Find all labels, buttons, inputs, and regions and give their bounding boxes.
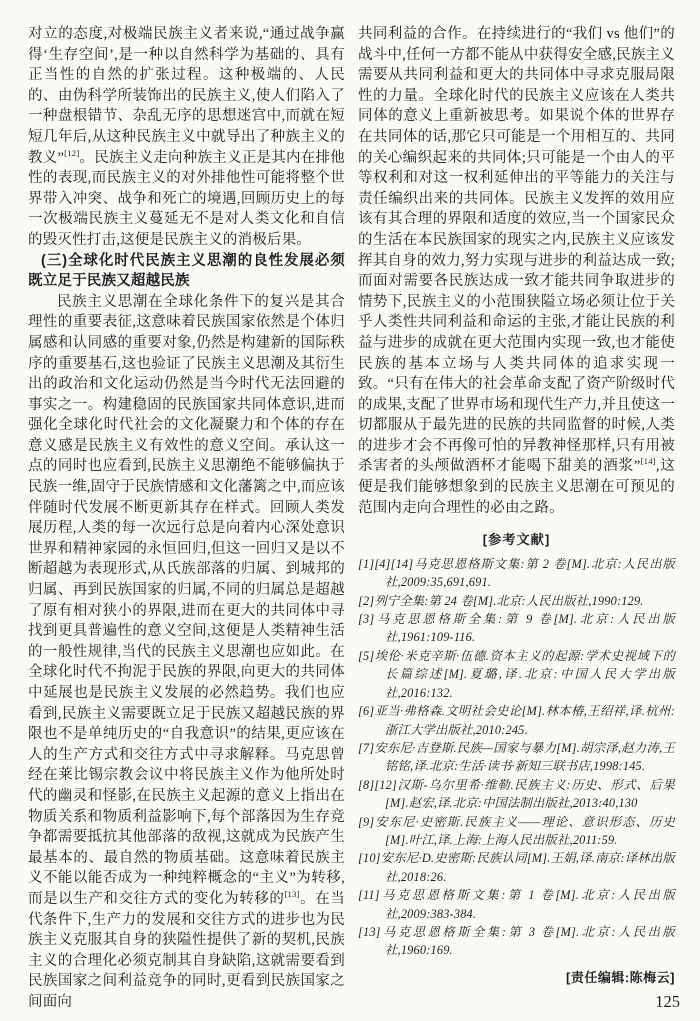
body-paragraph-continuation: 共同利益的合作。在持续进行的“我们 vs 他们”的战斗中,任何一方都不能从中获得安全感,民族主义需要从共同利益和更大的共同体中寻求克服局限性的力量。全球化时代的民族主义应该在人类共同体的意义上重新被思考。如果说个体的世界存在共同体的话,那它只可能是一个用相互的、共同的关心编织起来的共同体;只可能是一个由人的平等权利和对这一权利延伸出的平等能力的关注与责任编织出来的共同体。民族主义发挥的效用应该有其合理的界限和适度的效应,当一个国家民众的生活在本民族国家的现实之内,民族主义应该发挥其自身的效力,努力实现与进步的利益达成一致;而面对需要各民族达成一致才能共同争取进步的情势下,民族主义的小范围狭隘立场必须让位于关乎人类性共同利益和命运的主张,才能让民族的利益与进步的成就在更大范围内实现一致,也才能使民族的基本立场与人类共同体的追求实现一致。“只有在伟大的社会革命支配了资产阶级时代的成果,支配了世界市场和现代生产力,并且使这一切都服从于最先进的民族的共同监督的时候,人类的进步才会不再像可怕的异教神怪那样,只有用被杀害者的头颅做酒杯才能喝下甜美的酒浆”[14],这便是我们能够想象到的民族主义思潮在可预见的范围内走向合理性的必由之路。 bbox=[358, 26, 675, 516]
section-heading: (三)全球化时代民族主义思潮的良性发展必须既立足于民族又超越民族 bbox=[28, 252, 345, 290]
right-column bbox=[358, 24, 675, 1021]
reference-item: [1][4][14]马克思恩格斯文集:第 2 卷[M].北京:人民出版社,2009:35,691,691. bbox=[358, 556, 675, 590]
editor-note: [责任编辑:陈梅云] bbox=[566, 969, 675, 985]
reference-item: [13]马克思恩格斯全集:第 3 卷[M].北京:人民出版社,1960:169. bbox=[358, 924, 675, 958]
page-number: 125 bbox=[655, 992, 680, 1011]
body-paragraph: 民族主义思潮在全球化条件下的复兴是其合理性的重要表征,这意味着民族国家依然是个体归属感和认同感的重要对象,仍然是构建新的国际秩序的重要基石,这也验证了民族主义思潮及其衍生出的政治和文化运动仍然是当今时代无法回避的事实之一。构建稳固的民族国家共同体意识,进而强化全球化时代社会的文化凝聚力和个体的存在意义感是民族主义有效性的意义空间。承认这一点的同时也应看到,民族主义思潮绝不能够偏执于民族一维,固守于民族情感和文化藩篱之中,而应该伴随时代发展不断更新其存在样式。回顾人类发展历程,人类的每一次远行总是向着内心深处意识世界和精神家园的永恒回归,但这一回归又是以不断超越为表现形式,从氏族部落的归属、到城邦的归属、再到民族国家的归属,不同的归属总是超越了原有相对狭小的界限,进而在更大的共同体中寻找到更具普遍性的意义空间,这便是人类精神生活的一般性规律,当代的民族主义思潮也应如此。在全球化时代不拘泥于民族的界限,向更大的共同体中延展也是民族主义发展的必然趋势。我们也应看到,民族主义需要既立足于民族又超越民族的界限也不是单纯历史的“自我意识”的结果,更应该在人的生产方式和交往方式中寻求解释。马克思曾经在莱比锡宗教会议中将民族主义作为他所处时代的幽灵和怪影,在民族主义起源的意义上指出在物质关系和物质利益影响下,每个部落因为生存竞争都需要抵抗其他部落的敌视,这就成为民族产生最基本的、最自然的物质基础。这意味着民族主义不能以能否成为一种纯粹概念的“主义”为转移,而是以生产和交往方式的变化为转移的[13]。在当代条件下,生产力的发展和交往方式的进步也为民族主义克服其自身的狭隘性提供了新的契机,民族主义的合理化必须克制其自身缺陷,这就需要看到民族国家之间利益竞争的同时,更看到民族国家之间面向 bbox=[28, 293, 345, 1010]
reference-item: [11]马克思恩格斯文集:第 1 卷[M].北京:人民出版社,2009:383-384. bbox=[358, 888, 675, 921]
reference-item: [3]马克思恩格斯全集:第 9 卷[M].北京:人民出版社,1961:109-116. bbox=[358, 612, 675, 645]
references-heading: [参考文献] bbox=[482, 532, 551, 548]
left-column bbox=[28, 24, 345, 1021]
reference-item: [7]安东尼·吉登斯.民族—国家与暴力[M].胡宗泽,赵力涛,王铭铭,译.北京:生活·读书·新知三联书店,1998:145. bbox=[358, 740, 675, 774]
reference-item: [2]列宁全集:第 24 卷[M].北京:人民出版社,1990:129. bbox=[358, 593, 644, 608]
reference-item: [5]埃伦·米克辛斯·伍德.资本主义的起源:学术史视域下的长篇综述[M].夏璐,译.北京:中国人民大学出版社,2016:132. bbox=[358, 648, 675, 700]
reference-item: [10]安东尼·D.史密斯:民族认同[M].王娟,译.南京:译林出版社,2018:26. bbox=[358, 851, 675, 884]
reference-item: [9]安东尼·史密斯.民族主义——理论、意识形态、历史[M].叶江,译.上海:上海人民出版社,2011:59. bbox=[358, 814, 675, 847]
reference-item: [8][12]汉斯-乌尔里希·维勒.民族主义:历史、形式、后果[M].赵宏,译.北京:中国法制出版社,2013:40,130 bbox=[358, 777, 675, 811]
body-paragraph-continuation: 对立的态度,对极端民族主义者来说,“通过战争赢得‘生存空间’,是一种以自然科学为基础的、具有正当性的自然的扩张过程。这种极端的、人民的、由伪科学所装饰出的民族主义,使人们陷入了一种盘根错节、杂乱无序的思想迷宫中,而就在短短几年后,从这种民族主义中就导出了种族主义的教义”[12]。民族主义走向种族主义正是其内在排他性的表现,而民族主义的对外排他性可能将整个世界带入冲突、战争和死亡的境遇,回顾历史上的每一次极端民族主义蔓延无不是对人类文化和自信的毁灭性打击,这便是民族主义的消极后果。 bbox=[28, 26, 345, 248]
reference-item: [6]亚当·弗格森.文明社会史论[M].林本椿,王绍祥,译.杭州:浙江大学出版社,2010:245. bbox=[358, 704, 675, 737]
references-list bbox=[358, 555, 675, 960]
